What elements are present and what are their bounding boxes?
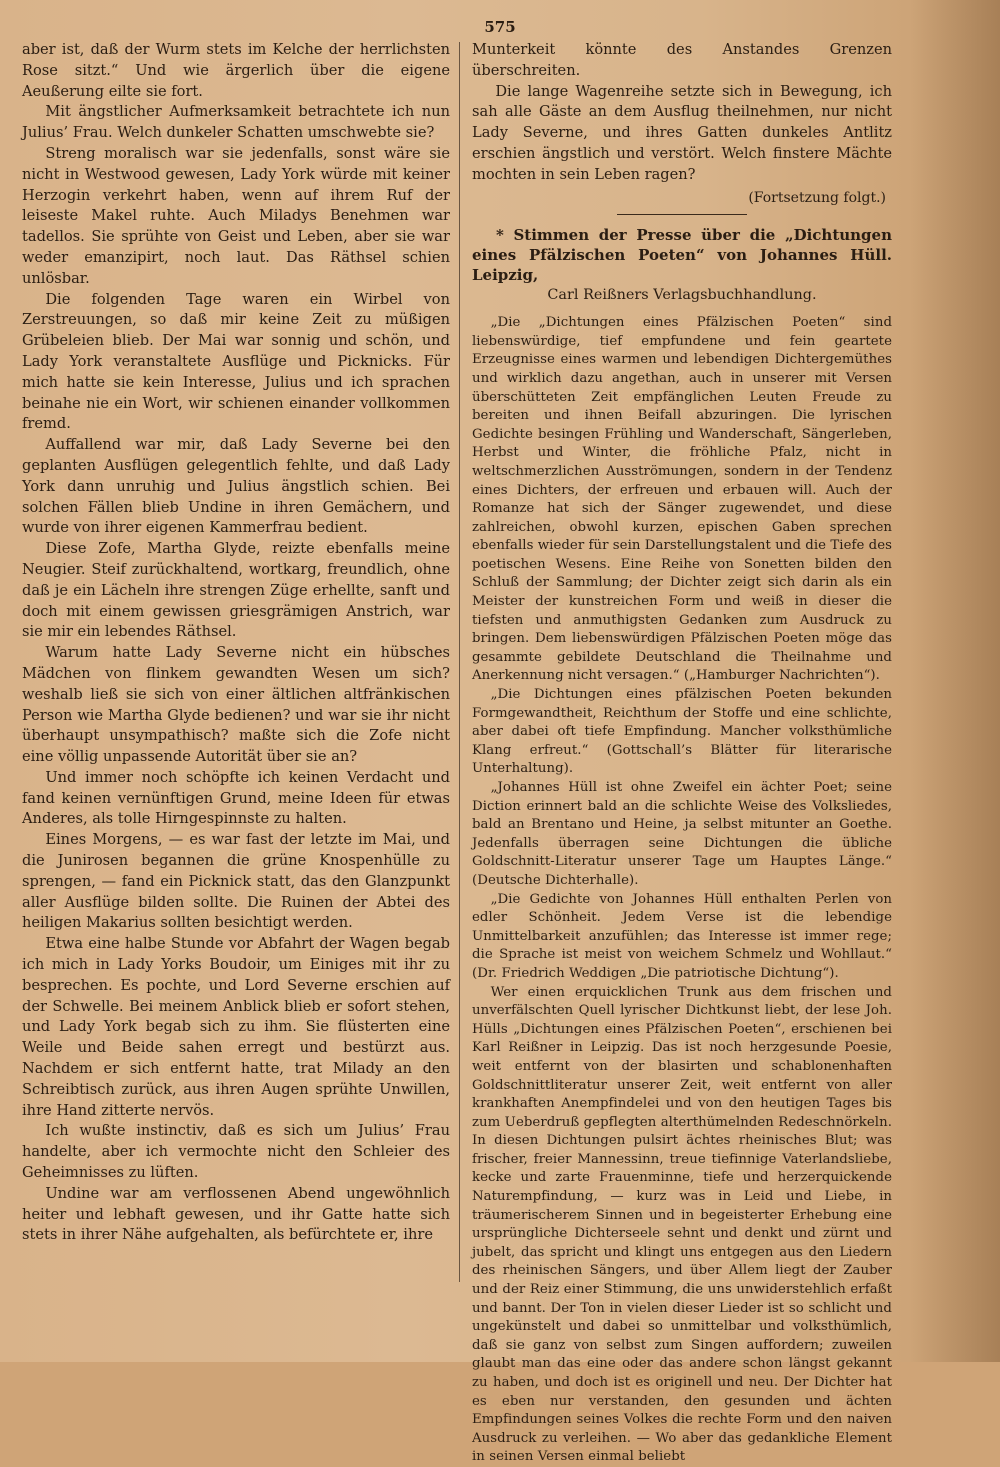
paragraph: Und immer noch schöpfte ich keinen Verdacht und fand keinen vernünftigen Grund, meine Ideen für etwas Anderes, als tolle Hirngespinnste zu halten. — [22, 768, 450, 828]
review-publisher: Carl Reißners Verlagsbuchhandlung. — [547, 287, 817, 304]
right-column — [472, 40, 892, 1467]
review-paragraph: „Die Gedichte von Johannes Hüll enthalten Perlen von edler Schönheit. Jedem Verse ist die lebendige Unmittelbarkeit anzufühlen; das Interesse ist immer rege; die Sprache ist meist von weichem Schmelz und Wohllaut.“ (Dr. Friedrich Weddigen „Die patriotische Dichtung“). — [472, 891, 892, 981]
section-rule — [617, 214, 747, 215]
paragraph: Auffallend war mir, daß Lady Severne bei den geplanten Ausflügen gelegentlich fehlte, und daß Lady York dann unruhig und Julius ängstlich schien. Bei solchen Fällen blieb Undine in ihren Gemächern, und wurde von ihrer eigenen Kammerfrau bedient. — [22, 436, 450, 537]
paragraph: Diese Zofe, Martha Glyde, reizte ebenfalls meine Neugier. Steif zurückhaltend, wortkarg, freundlich, ohne daß je ein Lächeln ihre strengen Züge erhellte, sanft und doch mit einem gewissen griesgrämigen Anstrich, war sie mir ein lebendes Räthsel. — [22, 540, 450, 641]
review-paragraph: „Die Dichtungen eines pfälzischen Poeten bekunden Formgewandtheit, Reichthum der Stoffe und eine schlichte, aber dabei oft tiefe Empfindung. Mancher volksthümliche Klang erfreut.“ (Gottschall’s Blätter für literarische Unterhaltung). — [472, 687, 892, 777]
paragraph: Die lange Wagenreihe setzte sich in Bewegung, ich sah alle Gäste an dem Ausflug theilnehmen, nur nicht Lady Severne, und ihres Gatten dunkeles Antlitz erschien ängstlich und verstört. Welch finstere Mächte mochten in sein Leben ragen? — [472, 82, 892, 183]
review-paragraph: „Johannes Hüll ist ohne Zweifel ein ächter Poet; seine Diction erinnert bald an die schlichte Weise des Volksliedes, bald an Brentano und Heine, ja selbst mitunter an Goethe. Jedenfalls überragen seine Dichtungen die übliche Goldschnitt-Literatur unserer Tage um Hauptes Länge.“ (Deutsche Dichterhalle). — [472, 780, 892, 888]
paragraph: Mit ängstlicher Aufmerksamkeit betrachtete ich nun Julius’ Frau. Welch dunkeler Schatten umschwebte sie? — [22, 103, 450, 142]
column-divider — [459, 42, 460, 1282]
page-number: 575 — [484, 18, 516, 36]
paragraph: Ich wußte instinctiv, daß es sich um Julius’ Frau handelte, aber ich vermochte nicht den Schleier des Geheimnisses zu lüften. — [22, 1122, 450, 1182]
left-column — [22, 40, 450, 1246]
paragraph: aber ist, daß der Wurm stets im Kelche der herrlichsten Rose sitzt.“ Und wie ärgerlich über die eigene Aeußerung eilte sie fort. — [22, 41, 450, 100]
review-paragraph: „Die „Dichtungen eines Pfälzischen Poeten“ sind liebenswürdige, tief empfundene und fein geartete Erzeugnisse eines warmen und lebendigen Dichtergemüthes und wirklich dazu angethan, auch in unserer mit Versen überschütteten Zeit empfänglichen Leuten Freude zu bereiten und ihnen Beifall abzuringen. Die lyrischen Gedichte besingen Frühling und Wanderschaft, Sängerleben, Herbst und Winter, die fröhliche Pfalz, nicht in weltschmerzlichen Ausströmungen, sondern in der Tendenz eines Dichters, der erfreuen und erbauen will. Auch der Romanze hat sich der Sänger zugewendet, und diese zahlreichen, obwohl kurzen, epischen Gaben sprechen ebenfalls wieder für sein Darstellungstalent und die Tiefe des poetischen Wesens. Eine Reihe von Sonetten bilden den Schluß der Sammlung; der Dichter zeigt sich darin als ein Meister der kunstreichen Form und weiß in dieser die tiefsten und anmuthigsten Gedanken zum Ausdruck zu bringen. Dem liebenswürdigen Pfälzischen Poeten möge das gesammte gebildete Deutschland die Theilnahme und Anerkennung nicht versagen.“ („Hamburger Nachrichten“). — [472, 315, 893, 684]
paragraph: Munterkeit könnte des Anstandes Grenzen überschreiten. — [472, 41, 892, 79]
paragraph: Etwa eine halbe Stunde vor Abfahrt der Wagen begab ich mich in Lady Yorks Boudoir, um Einiges mit ihr zu besprechen. Es pochte, und Lord Severne erschien auf der Schwelle. Bei meinem Anblick blieb er sofort stehen, und Lady York begab sich zu ihm. Sie flüsterten eine Weile und Beide sahen erregt und bestürzt aus. Nachdem er sich entfernt hatte, trat Milady an den Schreibtisch zurück, aus ihren Augen sprühte Unwillen, ihre Hand zitterte nervös. — [22, 935, 450, 1119]
paragraph: Streng moralisch war sie jedenfalls, sonst wäre sie nicht in Westwood gewesen, Lady York würde mit keiner Herzogin verkehrt haben, wenn auf ihrem Ruf der leiseste Makel ruhte. Auch Miladys Benehmen war tadellos. Sie sprühte von Geist und Leben, aber sie war weder emanzipirt, noch laut. Das Räthsel schien unlösbar. — [22, 144, 450, 287]
review-paragraph: Wer einen erquicklichen Trunk aus dem frischen und unverfälschten Quell lyrischer Dichtkunst liebt, der lese Joh. Hülls „Dichtungen eines Pfälzischen Poeten“, erschienen bei Karl Reißner in Leipzig. Das ist noch herzgesunde Poesie, weit entfernt von der blasirten und schablonenhaften Goldschnittliteratur unserer Zeit, weit entfernt von aller krankhaften Anempfindelei und von den heutigen Tages bis zum Ueberdruß gepflegten alterthümelnden Redeschnörkeln. In diesen Dichtungen pulsirt ächtes rheinisches Blut; was frischer, freier Mannessinn, treue tiefinnige Vaterlandsliebe, kecke und zarte Frauenminne, tiefe und herzerquickende Naturempfindung, — kurz was in Leid und Liebe, in träumerischerem Sinnen und in begeisterter Erhebung eine ursprüngliche Dichterseele sehnt und denkt und zürnt und jubelt, das spricht und klingt uns entgegen aus den Liedern des rheinischen Sängers, und über Allem liegt der Zauber und der Reiz einer Stimmung, die uns unwiderstehlich erfaßt und bannt. Der Ton in vielen dieser Lieder ist so schlicht und ungekünstelt und dabei so unmittelbar und volksthümlich, daß sie ganz von selbst zum Singen auffordern; zuweilen glaubt man das eine oder das andere schon längst gekannt zu haben, und doch ist es originell und neu. Der Dichter hat es eben nur verstanden, den gesunden und ächten Empfindungen seines Volkes die rechte Form und den naiven Ausdruck zu verleihen. — Wo aber das gedankliche Element in seinen Versen einmal beliebt — [472, 984, 892, 1465]
binding-shadow — [910, 0, 1000, 1362]
continued-note: (Fortsetzung folgt.) — [748, 189, 886, 206]
review-heading: * Stimmen der Presse über die „Dichtungen eines Pfälzischen Poeten“ von Johannes Hüll. Leipzig, — [472, 226, 892, 285]
paragraph: Undine war am verflossenen Abend ungewöhnlich heiter und lebhaft gewesen, und ihr Gatte hatte sich stets in ihrer Nähe aufgehalten, als befürchtete er, ihre — [22, 1184, 450, 1244]
paragraph: Eines Morgens, — es war fast der letzte im Mai, und die Junirosen begannen die grüne Knospenhülle zu sprengen, — fand ein Picknick statt, das den Glanzpunkt aller Ausflüge bilden sollte. Die Ruinen der Abtei des heiligen Makarius sollten besichtigt werden. — [22, 831, 450, 932]
paragraph: Die folgenden Tage waren ein Wirbel von Zerstreuungen, so daß mir keine Zeit zu müßigen Grübeleien blieb. Der Mai war sonnig und schön, und Lady York veranstaltete Ausflüge und Picknicks. Für mich hatte sie kein Interesse, Julius und ich sprachen beinahe nie ein Wort, wir schienen einander vollkommen fremd. — [22, 290, 450, 433]
paragraph: Warum hatte Lady Severne nicht ein hübsches Mädchen von flinkem gewandten Wesen um sich? weshalb ließ sie sich von einer ältlichen altfränkischen Person wie Martha Glyde bedienen? und war sie ihr nicht überhaupt unsympathisch? maßte sich die Zofe nicht eine völlig unpassende Autorität über sie an? — [22, 644, 450, 766]
review-body — [472, 314, 892, 1467]
